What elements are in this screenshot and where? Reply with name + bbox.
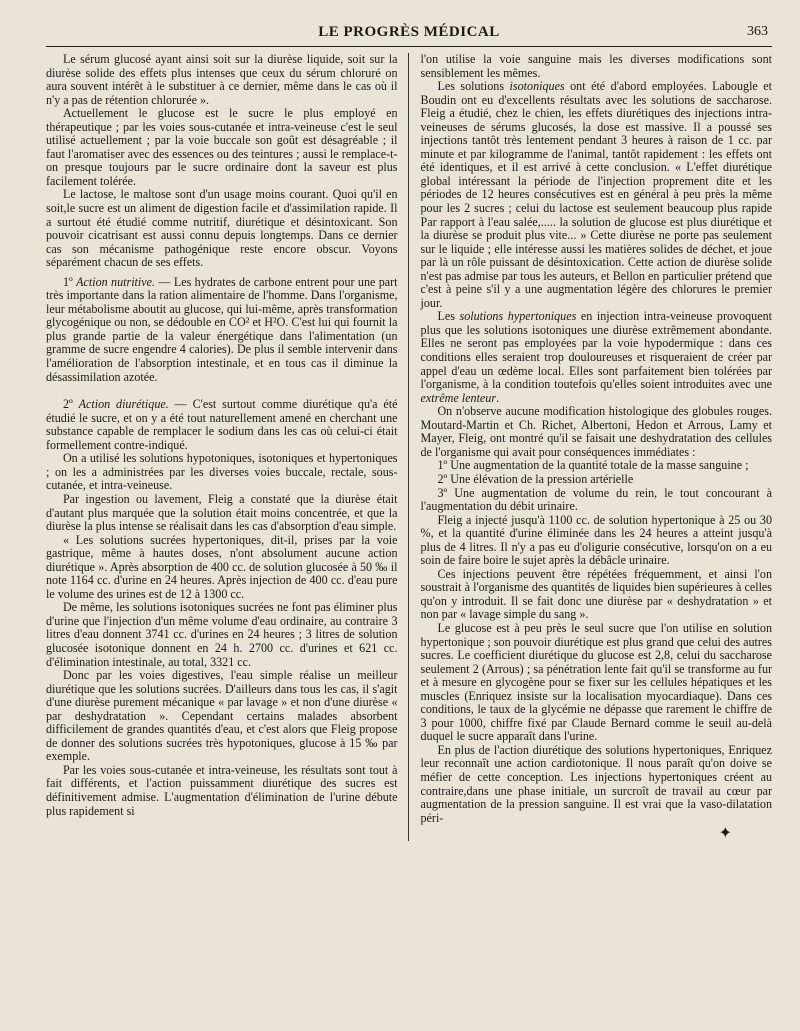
paragraph: Le sérum glucosé ayant ainsi soit sur la diurèse liquide, soit sur la diurèse solide des effets plus intenses que ceux du sérum chloruré on aura souvent intérêt à le substituer à ce dernier, même dans le cas où il n'y a pas de rétention chlorurée ». [46,52,398,107]
paragraph: l'on utilise la voie sanguine mais les diverses modifications sont sensiblement les mêmes. [420,52,773,80]
emphasis: isotoniques [509,79,565,94]
paragraph: En plus de l'action diurétique des solutions hypertoniques, Enriquez leur reconnaît une action cardiotonique. Il nous paraît qu'on doive se méfier de cette conception. Les injections hypertoniques créent au contraire,dans une phase initiale, un surcroît de travail au cœur par augmentation de la pression sanguine. Il est vrai que la vaso-dilatation péri- [420,742,773,825]
right-column [411,53,773,841]
two-column-body [46,53,772,841]
paragraph: « Les solutions sucrées hypertoniques, dit-il, prises par la voie gastrique, même à hautes doses, n'ont absolument aucune action diurétique ». Après absorption de 400 cc. de solution glucosée à 50 ‰ il note 1164 cc. d'urine en 24 heures. Après injection de 400 cc. d'eau pure le volume des urines est de 12 à 1300 cc. [46,532,398,601]
text: . [496,390,500,405]
paragraph: Par ingestion ou lavement, Fleig a constaté que la diurèse était d'autant plus marquée que la solution était moins concentrée, et que la diurèse la plus intense se réalisait dans les cas d'absorption d'eau simple. [46,491,398,534]
list-item: 1º Une augmentation de la quantité totale de la masse sanguine ; [437,458,749,473]
section-number: 1º [62,274,77,289]
section-title: Action diurétique. [78,397,169,412]
section-number: 2º [62,397,79,412]
paragraph: Le glucose est à peu près le seul sucre que l'on utilise en solution hypertonique ; son pouvoir diurétique est plus grand que celui des autres sucres. Le coefficient diurétique du glucose est 2,8, celui du saccharose seulement 2 (Arrous) ; sa pénétration lente fait qu'il se transforme au fur et à mesure en glycogène pour se fixer sur les cellules hépatiques et les muscles (Enriquez insiste sur la localisation myocardiaque). Dans ces conditions, le taux de la glycémie ne dépasse que rarement le chiffre de 3 pour 1000, chiffre fixé par Claude Bernard comme le seuil au-delà duquel le sucre apparaît dans l'urine. [420,620,773,744]
paragraph: On n'observe aucune modification histologique des globules rouges. Moutard-Martin et Ch. Richet, Albertoni, Hedon et Arrous, Lamy et Mayer, Fleig, ont montré qu'il se faisait une deshydratation des cellules de l'organisme qui avait pour conséquences immédiates : [420,404,773,459]
paragraph: De même, les solutions isotoniques sucrées ne font pas éliminer plus d'urine que l'injection d'un même volume d'eau ordinaire, au contraire 3 litres d'eau donnent 3741 cc. d'urines en 24 heures ; 3 litres de solution glucosée isotonique donnent en 24 h. 2700 cc. d'urines et 621 cc. d'élimination intestinale, au total, 3321 cc. [46,600,398,669]
page-number: 363 [747,24,768,39]
left-column [46,53,406,841]
emphasis: extrême lenteur [420,390,497,405]
paragraph: Par les voies sous-cutanée et intra-veineuse, les résultats sont tout à fait différents, et l'action puissamment diurétique des sucres est définitivement admise. L'augmentation d'élimination de l'urine débute plus rapidement si [46,762,398,818]
section-nutritive [46,276,398,384]
paragraph: Fleig a injecté jusqu'à 1100 cc. de solution hypertonique à 25 ou 30 %, et la quantité d'urine éliminée dans les 24 heures a atteint jusqu'à plus de 4 litres. Il n'y a pas eu d'oligurie consécutive, lorsqu'on on a eu soin de faire boire le sujet après la débâcle urinaire. [420,512,773,568]
section-text: — C'est surtout comme diurétique qu'a été étudié le sucre, et on y a été tout naturellement amené en cherchant une substance capable de remplacer le sodium dans les cas où celui-ci était formellement contre-indiqué. [46,397,398,452]
section-title: Action nutritive. [76,274,156,289]
paragraph [421,80,773,310]
list-item: 3º Une augmentation de volume du rein, le tout concourant à l'augmentation du débit urinaire. [420,485,773,514]
paragraph: Ces injections peuvent être répétées fréquemment, et ainsi l'on soustrait à l'organisme des quantités de liquides bien supérieures à celles qu'on y introduit. Il se fait donc une diurèse par « deshydratation » et non par « lavage simple du sang ». [420,566,773,622]
list-item: 2º Une élévation de la pression artérielle [437,471,634,486]
paragraph: On a utilisé les solutions hypotoniques, isotoniques et hypertoniques ; on les a administrées par les diverses voies buccale, rectale, sous-cutanée, et intra-veineuse. [46,451,398,493]
journal-title: LE PROGRÈS MÉDICAL [318,24,500,40]
text: Les [437,309,460,324]
column-divider [408,53,409,841]
section-diuretique [46,398,398,452]
text: en injection intra-veineuse provoquent plus que les solutions isotoniques une diurèse extrêmement abondante. Elles ne seront pas employées par la voie hypodermique : dans ces conditions elles seraient trop douloureuses et risqueraient de créer par appel d'eau un œdème local. Elles sont parfaitement bien tolérées par l'organisme, à la condition toutefois qu'elles soient introduites avec une [420,309,773,392]
paragraph: Donc par les voies digestives, l'eau simple réalise un meilleur diurétique que les solutions sucrées. D'ailleurs dans tous les cas, il s'agit d'une diurèse purement mécanique « par lavage » et non d'une diurèse « par deshydratation ». Cependant certains malades absorbent difficilement de grandes quantités d'eau, et c'est alors que Fleig propose de donner des solutions sucrées très hypotoniques, glucose à 15 ‰ par exemple. [46,668,398,764]
paragraph: Actuellement le glucose est le sucre le plus employé en thérapeutique ; par les voies sous-cutanée et intra-veineuse c'est le seul utilisé actuellement ; par la voie buccale son goût est désagréable ; il faut l'aromatiser avec des essences ou des teintures ; aussi le remplace-t-on presque toujours par le sucre ordinaire dont la saveur est plus facilement tolérée. [46,106,398,188]
emphasis: solutions hypertoniques [459,309,577,324]
text: Les solutions [437,79,510,94]
running-header [46,24,772,47]
fleuron-ornament: ✦ [718,825,733,843]
text: ont été d'abord employées. Labougle et Boudin ont eu d'excellents résultats avec les solutions de saccharose. Fleig a étudié, chez le chien, les effets diurétiques des injections intra-veineuses de sérums glucosés, la dose est massive. Il a poussé ses injections tantôt très lentement pendant 3 heures à raison de 1 cc. par minute et par kilogramme de l'animal, tantôt rapidement : les effets ont été identiques, et il est arrivé à cette conclusion. « L'effet diurétique global intéressant la période de l'injection proprement dite et les périodes de 12 heures consécutives est en général à peu près la même pour les 2 sucres ; celui du lactose est seulement beaucoup plus rapide Par rapport à l'eau salée,..... la solution de glucose est plus diurétique et la diurèse se produit plus vite... » Cette diurèse ne porte pas seulement sur le liquide ; elle intéresse aussi les matières solides de déchet, et joue par là un rôle puissant de désintoxication. Cette action de diurèse solide n'est pas admise par tous les auteurs, et Bellon en particulier prétend que c'est à peine s'il y a une augmentation légère des chlorures le premier jour. [420,79,773,310]
paragraph [421,310,773,405]
section-text: — Les hydrates de carbone entrent pour une part très importante dans la ration alimentaire de l'homme. Dans l'organisme, leur métabolisme aboutit au glucose, qui lui-même, après transformation glycogénique ou non, se dédouble en CO² et H²O. C'est lui qui fournit la plus grande partie de la valeur énergétique dans l'alimentation (un gramme de sucre engendre 4 calories). De plus il semble intervenir dans l'amélioration de l'absorption intestinale, et en tous cas il diminue la désassimilation azotée. [46,274,398,384]
paragraph: Le lactose, le maltose sont d'un usage moins courant. Quoi qu'il en soit,le sucre est un aliment de digestion facile et d'assimilation rapide. Il a surtout été étudié comme nutritif, diurétique et désintoxicant. Son pouvoir cicatrisant est aussi connu depuis longtemps. Dans ce dernier cas son mécanisme pathogénique reste encore obscur. Voyons séparément chacun de ses effets. [46,187,398,270]
